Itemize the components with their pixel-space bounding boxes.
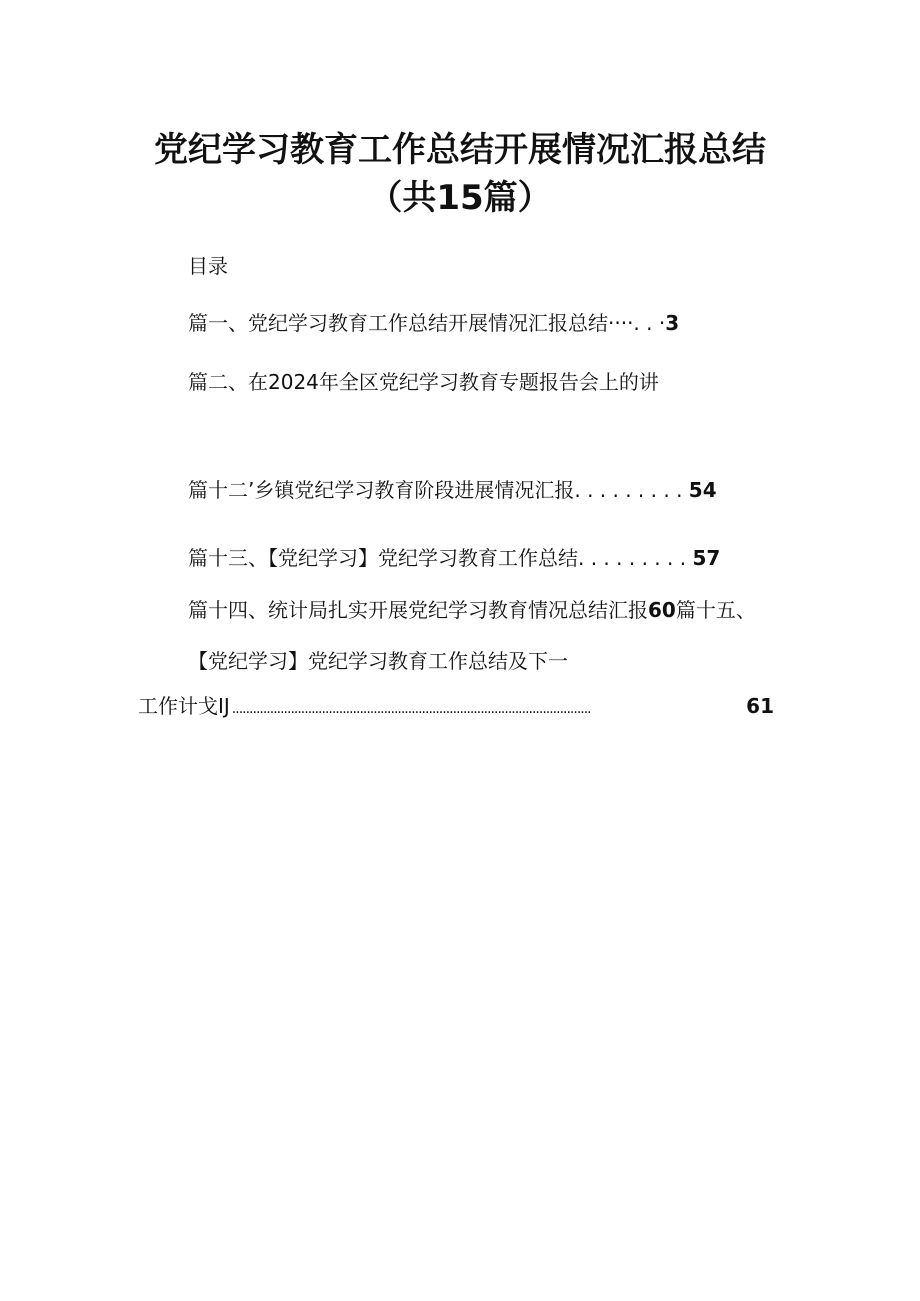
toc-entry-page: 60 <box>648 598 676 622</box>
toc-entry-text: 工作计戈IJ <box>138 694 230 718</box>
toc-entry <box>188 645 568 674</box>
document-subtitle: （共15篇） <box>368 178 552 218</box>
toc-entry-text: 篇二、在2024年全区党纪学习教育专题报告会上的讲 <box>188 370 659 394</box>
toc-entry-text: 篇十四、统计局扎实开展党纪学习教育情况总结汇报 <box>188 598 648 622</box>
toc-entry <box>188 542 720 571</box>
toc-entry-page: 3 <box>665 311 680 335</box>
toc-entry-text: 篇十二’乡镇党纪学习教育阶段进展情况汇报. . . . . . . . . <box>188 478 689 502</box>
toc-entry-text: 【党纪学习】党纪学习教育工作总结及下一 <box>188 649 568 673</box>
document-title: 党纪学习教育工作总结开展情况汇报总结 <box>154 130 766 170</box>
toc-entry-page: 54 <box>688 478 717 502</box>
toc-entry <box>188 307 679 336</box>
toc-leader-dots: ........................................................................................................ <box>231 701 591 717</box>
toc-entry <box>188 594 756 623</box>
toc-entry <box>188 474 717 503</box>
toc-entry-page: 61 <box>746 694 774 718</box>
toc-entry <box>188 366 659 395</box>
toc-heading: 目录 <box>188 254 228 278</box>
toc-entry-tail: 篇十五、 <box>675 598 756 622</box>
toc-entry-text: 篇十三、【党纪学习】党纪学习教育工作总结. . . . . . . . . <box>188 546 693 570</box>
toc-entry-text: 篇一、党纪学习教育工作总结开展情况汇报总结····. . · <box>188 311 666 335</box>
toc-entry <box>138 690 774 719</box>
toc-entry-page: 57 <box>692 546 721 570</box>
